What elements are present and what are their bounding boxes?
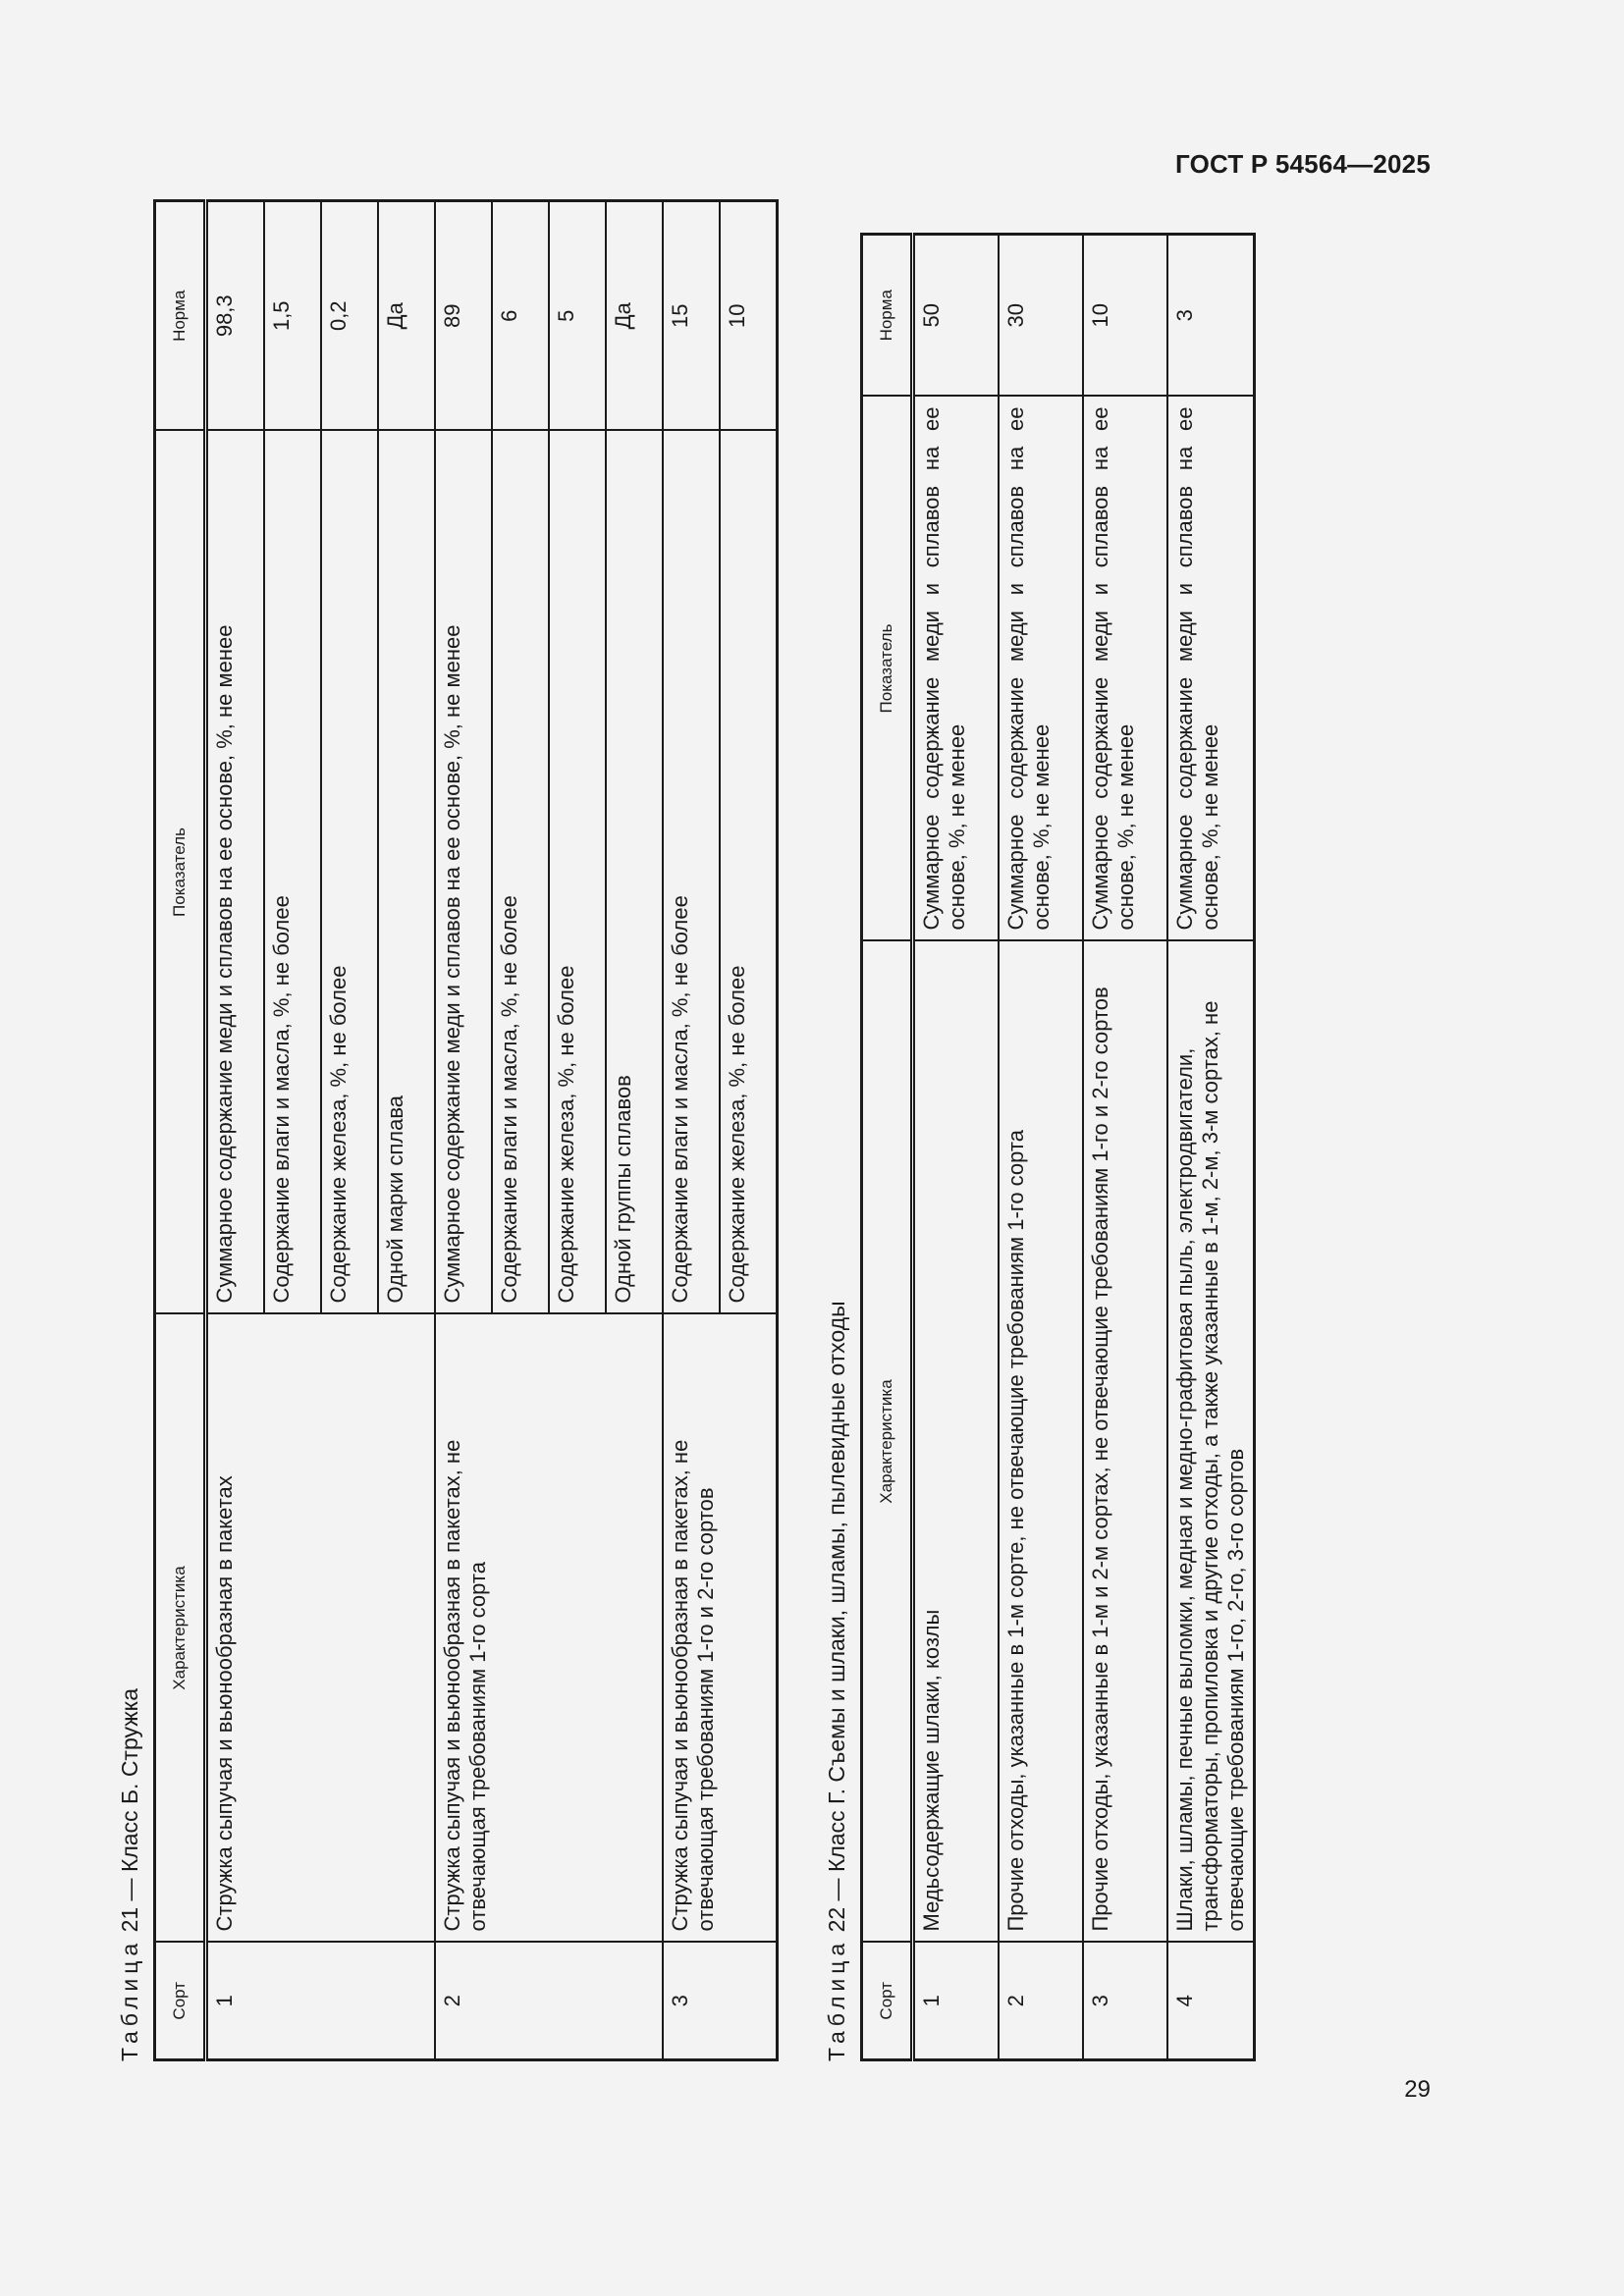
cell-sort: 1 [913,1943,1000,2060]
document-code: ГОСТ Р 54564—2025 [1175,149,1431,179]
cell-norm: 89 [435,201,492,431]
table-row [435,201,492,2060]
cell-sort: 1 [206,1943,436,2060]
table-header-row [862,235,913,2060]
cell-indicator: Суммарное содержание меди и сплавов на ее основе, %, не менее [206,431,265,1314]
cell-sort: 3 [1083,1943,1167,2060]
caption-text: 22 — Класс Г. Съемы и шлаки, шламы, пылевидные отходы [824,1301,849,1933]
table-row [999,235,1083,2060]
col-header-sort: Сорт [862,1943,913,2060]
col-header-norm: Норма [155,201,206,431]
cell-sort: 2 [999,1943,1083,2060]
cell-indicator: Суммарное содержание меди и сплавов на ее основе, %, не менее [435,431,492,1314]
table-21-block [110,196,779,2061]
cell-sort: 2 [435,1943,663,2060]
cell-norm: 0,2 [321,201,378,431]
cell-indicator: Одной марки сплава [378,431,435,1314]
cell-norm: 30 [999,235,1083,397]
cell-norm: 10 [720,201,778,431]
cell-indicator: Суммарное содержание меди и сплавов на ее основе, %, не менее [913,397,1000,941]
cell-norm: 5 [549,201,606,431]
cell-norm: 3 [1167,235,1255,397]
cell-characteristic: Стружка сыпучая и вьюнообразная в пакетах, не отвечающая требованиям 1-го и 2-го сортов [663,1314,778,1943]
table-22-caption [817,196,860,2061]
table-21-caption [110,196,153,2061]
col-header-sort: Сорт [155,1943,206,2060]
table-row [1083,235,1167,2060]
cell-norm: Да [606,201,663,431]
cell-indicator: Содержание влаги и масла, %, не более [663,431,720,1314]
cell-indicator: Содержание железа, %, не более [720,431,778,1314]
table-22-block [817,196,1256,2061]
cell-indicator: Содержание железа, %, не более [549,431,606,1314]
cell-sort: 3 [663,1943,778,2060]
cell-norm: 10 [1083,235,1167,397]
table-21 [153,199,779,2061]
cell-indicator: Суммарное содержание меди и сплавов на ее основе, %, не менее [1167,397,1255,941]
cell-norm: Да [378,201,435,431]
cell-indicator: Суммарное содержание меди и сплавов на ее основе, %, не менее [999,397,1083,941]
cell-indicator: Содержание влаги и масла, %, не более [492,431,549,1314]
cell-characteristic: Медьсодержащие шлаки, козлы [913,941,1000,1943]
table-row [913,235,1000,2060]
caption-word: Таблица [824,1938,849,2061]
table-header-row [155,201,206,2060]
cell-characteristic: Шлаки, шламы, печные выломки, медная и медно-графитовая пыль, электродвигатели, трансформаторы, пропиловка и другие отходы, а также указанные в 1-м, 2-м, 3-м сортах, не отвечающие требованиям 1-го, 2-го, 3-го сортов [1167,941,1255,1943]
cell-norm: 15 [663,201,720,431]
cell-characteristic: Прочие отходы, указанные в 1-м и 2-м сортах, не отвечающие требованиям 1-го и 2-го сортов [1083,941,1167,1943]
cell-indicator: Содержание железа, %, не более [321,431,378,1314]
cell-norm: 50 [913,235,1000,397]
cell-norm: 1,5 [264,201,321,431]
cell-norm: 6 [492,201,549,431]
cell-norm: 98,3 [206,201,265,431]
table-22 [860,233,1256,2061]
caption-word: Таблица [117,1938,142,2061]
cell-characteristic: Стружка сыпучая и вьюнообразная в пакетах [206,1314,436,1943]
table-row [663,201,720,2060]
col-header-characteristic: Характеристика [155,1314,206,1943]
col-header-characteristic: Характеристика [862,941,913,1943]
col-header-indicator: Показатель [862,397,913,941]
cell-characteristic: Стружка сыпучая и вьюнообразная в пакетах, не отвечающая требованиям 1-го сорта [435,1314,663,1943]
cell-sort: 4 [1167,1943,1255,2060]
table-row [206,201,265,2060]
caption-text: 21 — Класс Б. Стружка [117,1688,142,1933]
table-row [1167,235,1255,2060]
cell-characteristic: Прочие отходы, указанные в 1-м сорте, не отвечающие требованиям 1-го сорта [999,941,1083,1943]
col-header-norm: Норма [862,235,913,397]
col-header-indicator: Показатель [155,431,206,1314]
cell-indicator: Содержание влаги и масла, %, не более [264,431,321,1314]
cell-indicator: Суммарное содержание меди и сплавов на ее основе, %, не менее [1083,397,1167,941]
page-number: 29 [1404,2076,1431,2103]
cell-indicator: Одной группы сплавов [606,431,663,1314]
